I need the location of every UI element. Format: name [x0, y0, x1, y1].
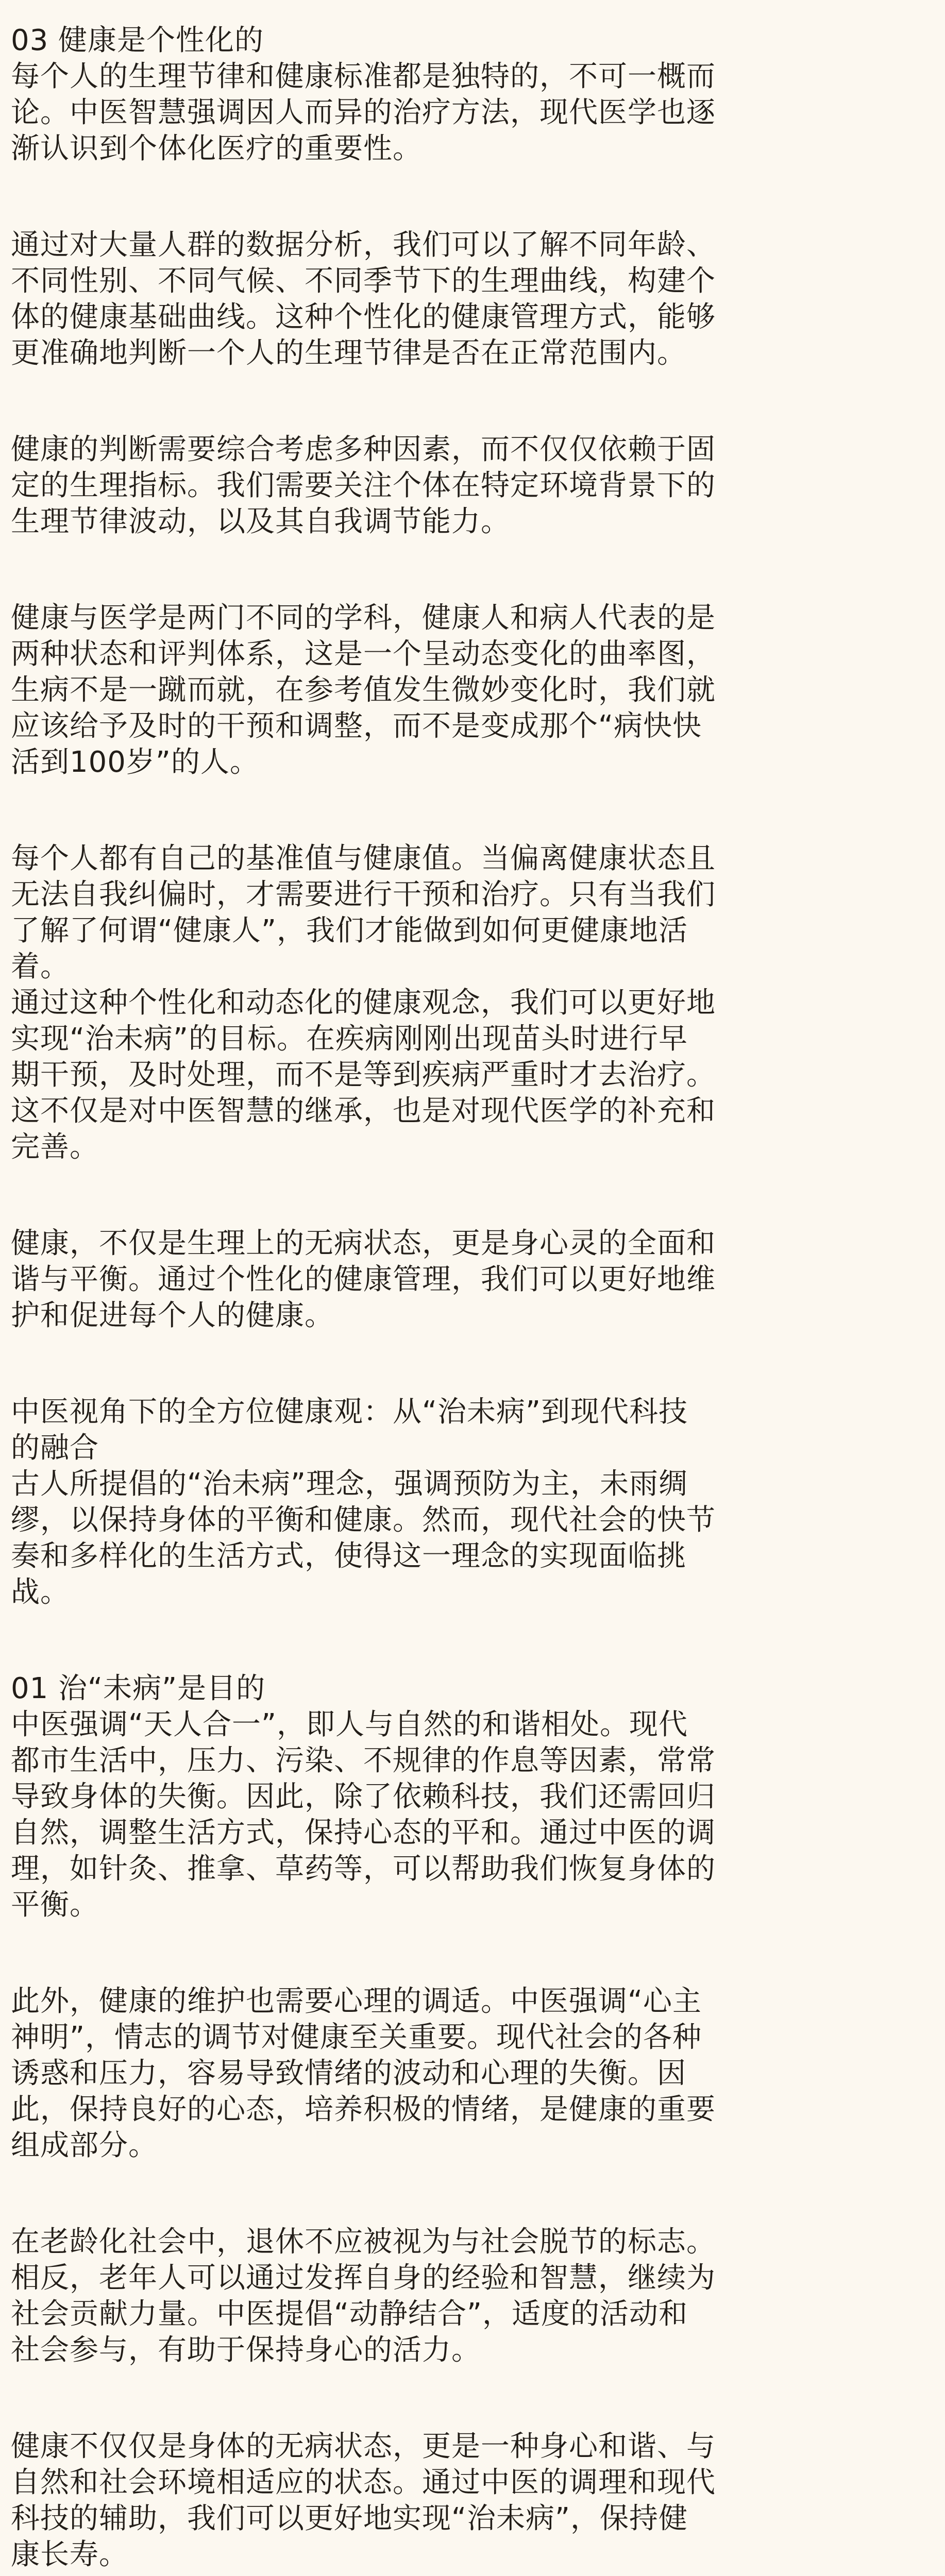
paragraph [11, 23, 935, 167]
text-line: 01 治“未病”是目的 [11, 1672, 266, 1705]
paragraph-gap [11, 1334, 935, 1394]
text-line: 中医强调“天人合一”，即人与自然的和谐相处。现代 [11, 1708, 688, 1741]
text-line: 理，如针灸、推拿、草药等，可以帮助我们恢复身体的 [11, 1852, 716, 1886]
text-line: 两种状态和评判体系，这是一个呈动态变化的曲率图， [11, 637, 716, 671]
text-line: 体的健康基础曲线。这种个性化的健康管理方式，能够 [11, 300, 716, 334]
text-line: 奏和多样化的生活方式，使得这一理念的实现面临挑 [11, 1539, 686, 1573]
text-line: 通过对大量人群的数据分析，我们可以了解不同年龄、 [11, 228, 716, 262]
paragraph-gap [11, 540, 935, 600]
text-line: 相反，老年人可以通过发挥自身的经验和智慧，继续为 [11, 2261, 716, 2295]
text-line: 的融合 [11, 1431, 99, 1465]
text-line: 着。 [11, 950, 70, 984]
text-line: 这不仅是对中医智慧的继承，也是对现代医学的补充和 [11, 1094, 716, 1128]
paragraph [11, 227, 935, 371]
text-line: 每个人都有自己的基准值与健康值。当偏离健康状态且 [11, 842, 716, 875]
text-line: 健康，不仅是生理上的无病状态，更是身心灵的全面和 [11, 1227, 716, 1260]
text-line: 健康与医学是两门不同的学科，健康人和病人代表的是 [11, 601, 716, 635]
text-line: 活到100岁”的人。 [11, 745, 259, 779]
paragraph-gap [11, 1165, 935, 1226]
text-line: 更准确地判断一个人的生理节律是否在正常范围内。 [11, 336, 686, 370]
paragraph [11, 1671, 935, 1923]
text-line: 无法自我纠偏时，才需要进行干预和治疗。只有当我们 [11, 878, 716, 911]
text-line: 科技的辅助，我们可以更好地实现“治未病”，保持健 [11, 2502, 688, 2535]
article-body [11, 23, 935, 2576]
text-line: 期干预，及时处理，而不是等到疾病严重时才去治疗。 [11, 1058, 716, 1092]
text-line: 组成部分。 [11, 2129, 158, 2162]
text-line: 此，保持良好的心态，培养积极的情绪，是健康的重要 [11, 2093, 716, 2126]
text-line: 战。 [11, 1575, 70, 1609]
text-line: 定的生理指标。我们需要关注个体在特定环境背景下的 [11, 469, 716, 502]
text-line: 谐与平衡。通过个性化的健康管理，我们可以更好地维 [11, 1263, 716, 1296]
text-line: 渐认识到个体化医疗的重要性。 [11, 132, 422, 165]
text-line: 平衡。 [11, 1888, 99, 1922]
paragraph [11, 2429, 935, 2573]
text-line: 生理节律波动，以及其自我调节能力。 [11, 505, 510, 538]
text-line: 缪，以保持身体的平衡和健康。然而，现代社会的快节 [11, 1503, 716, 1537]
paragraph [11, 600, 935, 781]
paragraph-gap [11, 2573, 935, 2576]
text-line: 应该给予及时的干预和调整，而不是变成那个“病快快 [11, 709, 702, 743]
text-line: 03 健康是个性化的 [11, 24, 264, 57]
text-line: 社会贡献力量。中医提倡“动静结合”，适度的活动和 [11, 2297, 688, 2331]
text-line: 生病不是一蹴而就，在参考值发生微妙变化时，我们就 [11, 673, 716, 707]
text-line: 诱惑和压力，容易导致情绪的波动和心理的失衡。因 [11, 2057, 686, 2090]
text-line: 了解了何谓“健康人”，我们才能做到如何更健康地活 [11, 914, 688, 947]
text-line: 实现“治未病”的目标。在疾病刚刚出现苗头时进行早 [11, 1022, 688, 1056]
paragraph [11, 1984, 935, 2164]
text-line: 中医视角下的全方位健康观：从“治未病”到现代科技 [11, 1395, 688, 1429]
text-line: 导致身体的失衡。因此，除了依赖科技，我们还需回归 [11, 1780, 716, 1814]
text-line: 每个人的生理节律和健康标准都是独特的，不可一概而 [11, 60, 716, 93]
paragraph-gap [11, 2368, 935, 2429]
text-line: 自然，调整生活方式，保持心态的平和。通过中医的调 [11, 1816, 716, 1850]
paragraph-gap [11, 2164, 935, 2224]
text-line: 神明”，情志的调节对健康至关重要。现代社会的各种 [11, 2021, 702, 2054]
paragraph-gap [11, 1923, 935, 1984]
text-line: 都市生活中，压力、污染、不规律的作息等因素，常常 [11, 1744, 716, 1777]
paragraph [11, 432, 935, 540]
paragraph [11, 1226, 935, 1334]
paragraph [11, 841, 935, 1165]
text-line: 社会参与，有助于保持身心的活力。 [11, 2333, 481, 2367]
paragraph-gap [11, 371, 935, 432]
text-line: 护和促进每个人的健康。 [11, 1299, 334, 1332]
paragraph [11, 1394, 935, 1611]
text-line: 通过这种个性化和动态化的健康观念，我们可以更好地 [11, 986, 716, 1020]
text-line: 论。中医智慧强调因人而异的治疗方法，现代医学也逐 [11, 96, 716, 129]
paragraph [11, 2224, 935, 2368]
text-line: 康长寿。 [11, 2538, 128, 2571]
paragraph-gap [11, 167, 935, 227]
text-line: 古人所提倡的“治未病”理念，强调预防为主，未雨绸 [11, 1467, 688, 1501]
text-line: 健康的判断需要综合考虑多种因素，而不仅仅依赖于固 [11, 433, 716, 466]
text-line: 在老龄化社会中，退休不应被视为与社会脱节的标志。 [11, 2225, 716, 2259]
text-line: 不同性别、不同气候、不同季节下的生理曲线，构建个 [11, 264, 716, 298]
paragraph-gap [11, 781, 935, 841]
text-line: 完善。 [11, 1130, 99, 1164]
text-line: 自然和社会环境相适应的状态。通过中医的调理和现代 [11, 2466, 716, 2499]
text-line: 健康不仅仅是身体的无病状态，更是一种身心和谐、与 [11, 2430, 716, 2463]
paragraph-gap [11, 1611, 935, 1671]
text-line: 此外，健康的维护也需要心理的调适。中医强调“心主 [11, 1985, 702, 2018]
